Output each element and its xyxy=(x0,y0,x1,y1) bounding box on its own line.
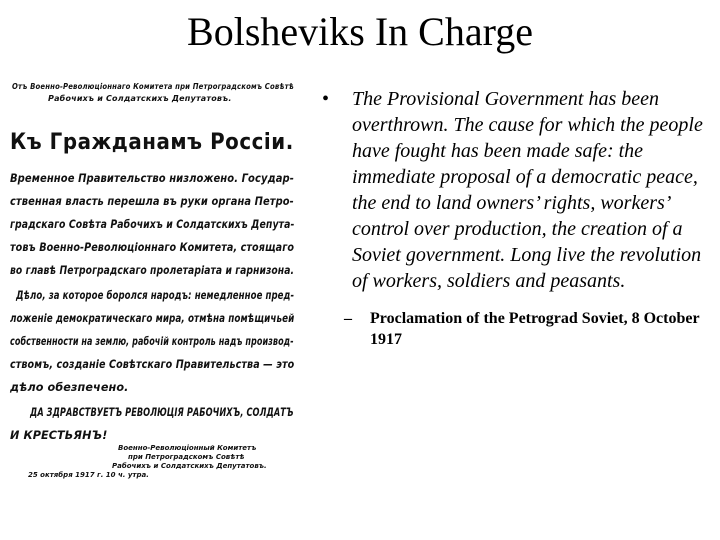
bullet-text: The Provisional Government has been overthrown. The cause for which the people have fought has been made safe: the immediate proposal of a democratic peace, the end to land owners’ rights, workers’ control over production, the creation of a Soviet government. Long live the revolution of workers, soldiers and peasants. xyxy=(352,88,703,292)
poster-body-line: ственная власть перешла въ руки органа Петро- xyxy=(10,195,294,208)
poster-header-line: Рабочихъ и Солдатскихъ Депутатовъ. xyxy=(48,94,232,103)
poster-body-line: градскаго Совѣта Рабочихъ и Солдатскихъ Депута- xyxy=(10,218,295,231)
attribution-text: Proclamation of the Petrograd Soviet, 8 October 1917 xyxy=(370,310,700,348)
poster-body-line: Дѣло, за которое боролся народъ: немедленное пред- xyxy=(16,289,295,302)
bullet-list xyxy=(322,86,714,350)
bullet-glyph: • xyxy=(322,88,330,110)
poster-body-line: собственности на землю, рабочій контроль надъ производ- xyxy=(10,335,294,348)
poster-body-line: Временное Правительство низложено. Государ- xyxy=(10,172,294,185)
poster-signature-line: при Петроградскомъ Совѣтѣ xyxy=(128,453,245,461)
poster-body-line: во главѣ Петроградскаго пролетаріата и гарнизона. xyxy=(10,264,295,277)
poster-body-line: И КРЕСТЬЯНЪ! xyxy=(10,429,108,442)
poster-body-line: товъ Военно-Революціоннаго Комитета, стоящаго xyxy=(10,241,295,254)
poster-signature-line: Военно-Революціонный Комитетъ xyxy=(118,444,257,452)
sub-bullet-item xyxy=(344,308,714,350)
poster-body-line: ложеніе демократическаго мира, отмѣна помѣщичьей xyxy=(10,312,295,325)
dash-glyph: – xyxy=(344,310,352,327)
slide-title: Bolsheviks In Charge xyxy=(187,9,533,54)
poster-date-line: 25 октября 1917 г. 10 ч. утра. xyxy=(28,471,149,479)
poster-body-line: ДА ЗДРАВСТВУЕТЪ РЕВОЛЮЦІЯ РАБОЧИХЪ, СОЛДАТЪ xyxy=(30,406,294,419)
poster-heading: Къ Гражданамъ Россіи. xyxy=(10,130,294,155)
poster-signature-line: Рабочихъ и Солдатскихъ Депутатовъ. xyxy=(112,462,267,470)
bullet-item xyxy=(322,86,714,294)
poster-body-line: ствомъ, созданіе Совѣтскаго Правительства — это xyxy=(10,358,295,371)
poster-body-line: дѣло обезпечено. xyxy=(10,381,129,394)
proclamation-poster-image xyxy=(8,78,300,480)
poster-header-line: Отъ Военно-Революціоннаго Комитета при Петроградскомъ Совѣтѣ xyxy=(12,82,294,91)
